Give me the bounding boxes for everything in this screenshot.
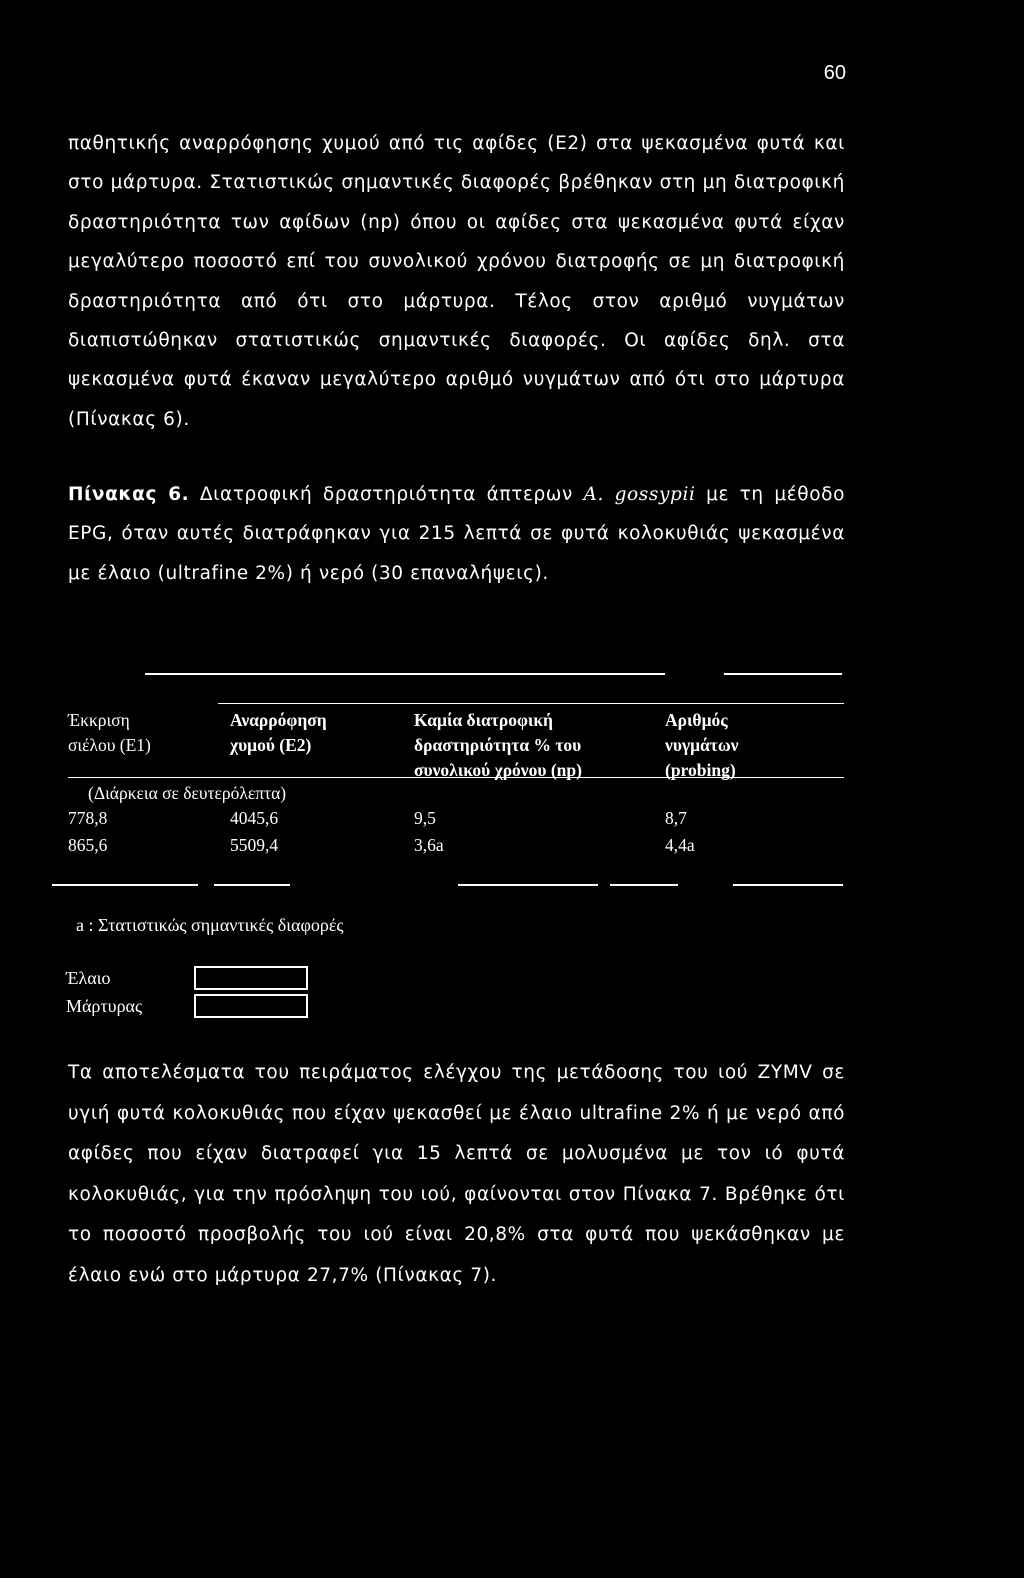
caption-text-before: Διατροφική δραστηριότητα άπτερων: [189, 484, 584, 505]
legend-oil-swatch: [194, 966, 308, 990]
header-np-line1: Καμία διατροφική: [414, 710, 553, 730]
row2-e1: 865,6: [68, 835, 108, 855]
caption-text-after: με τη μέθοδο EPG, όταν αυτές διατράφηκαν για 215 λεπτά σε φυτά κολοκυθιάς ψεκασμένα με έλαιο (ultrafine 2%) ή νερό (30 επαναλήψεις).: [68, 484, 845, 584]
header-np-line2: δραστηριότητα % του: [414, 735, 582, 755]
row1-np: 9,5: [414, 808, 436, 828]
page-number: 60: [823, 62, 846, 84]
table-bottom-rule: [52, 884, 198, 886]
header-e2-line2: χυμού (Ε2): [230, 735, 312, 755]
header-e2-line1: Αναρρόφηση: [230, 710, 327, 730]
header-e2: [230, 708, 327, 758]
legend-control-swatch: [194, 994, 308, 1018]
header-group-rule: [218, 703, 844, 704]
header-e1-line2: σιέλου (Ε1): [68, 735, 151, 755]
row2-probing: 4,4a: [665, 835, 695, 855]
header-np-line3: συνολικού χρόνου (np): [414, 760, 582, 780]
table-top-rule-right: [724, 673, 842, 675]
header-probing-line3: (probing): [665, 760, 736, 780]
table-caption: [68, 475, 845, 593]
unit-note: (Διάρκεια σε δευτερόλεπτα): [88, 783, 287, 803]
legend-oil-label: Έλαιο: [66, 968, 111, 988]
header-e1: [68, 708, 151, 758]
legend-control-label: Μάρτυρας: [66, 996, 143, 1016]
header-probing-line2: νυγμάτων: [665, 735, 739, 755]
table-bottom-rule-5: [733, 884, 843, 886]
caption-label: Πίνακας 6.: [68, 484, 190, 505]
row2-np: 3,6a: [414, 835, 444, 855]
header-probing: [665, 708, 738, 783]
header-e1-line1: Έκκριση: [68, 710, 130, 730]
body-paragraph-2: Τα αποτελέσματα του πειράματος ελέγχου της μετάδοσης του ιού ZYMV σε υγιή φυτά κολοκυθιάς που είχαν ψεκασθεί με έλαιο ultrafine 2% ή με νερό από αφίδες που είχαν διατραφεί για 15 λεπτά σε μολυσμένα με τον ιό φυτά κολοκυθιάς, για την πρόσληψη του ιού, φαίνονται στον Πίνακα 7. Βρέθηκε ότι το ποσοστό προσβολής του ιού είναι 20,8% στα φυτά που ψεκάσθηκαν με έλαιο ενώ στο μάρτυρα 27,7% (Πίνακας 7).: [68, 1062, 845, 1286]
row2-e2: 5509,4: [230, 835, 279, 855]
table-footnote: a : Στατιστικώς σημαντικές διαφορές: [76, 915, 344, 935]
header-probing-line1: Αριθμός: [665, 710, 728, 730]
table-bottom-rule-4: [610, 884, 678, 886]
body-paragraph-1: παθητικής αναρρόφησης χυμού από τις αφίδες (Ε2) στα ψεκασμένα φυτά και στο μάρτυρα. Στατιστικώς σημαντικές διαφορές βρέθηκαν στη μη διατροφική δραστηριότητα των αφίδων (np) όπου οι αφίδες στα ψεκασμένα φυτά είχαν μεγαλύτερο ποσοστό επί του συνολικού χρόνου διατροφής σε μη διατροφική δραστηριότητα από ότι στο μάρτυρα. Τέλος στον αριθμό νυγμάτων διαπιστώθηκαν στατιστικώς σημαντικές διαφορές. Οι αφίδες δηλ. στα ψεκασμένα φυτά έκαναν μεγαλύτερο αριθμό νυγμάτων από ότι στο μάρτυρα (Πίνακας 6).: [68, 133, 845, 430]
header-np: [414, 708, 582, 783]
row1-probing: 8,7: [665, 808, 687, 828]
table-bottom-rule-3: [458, 884, 598, 886]
table-top-rule: [145, 673, 665, 675]
table-bottom-rule-2: [214, 884, 290, 886]
row1-e2: 4045,6: [230, 808, 279, 828]
row1-e1: 778,8: [68, 808, 108, 828]
caption-species: A. gossypii: [583, 484, 696, 505]
